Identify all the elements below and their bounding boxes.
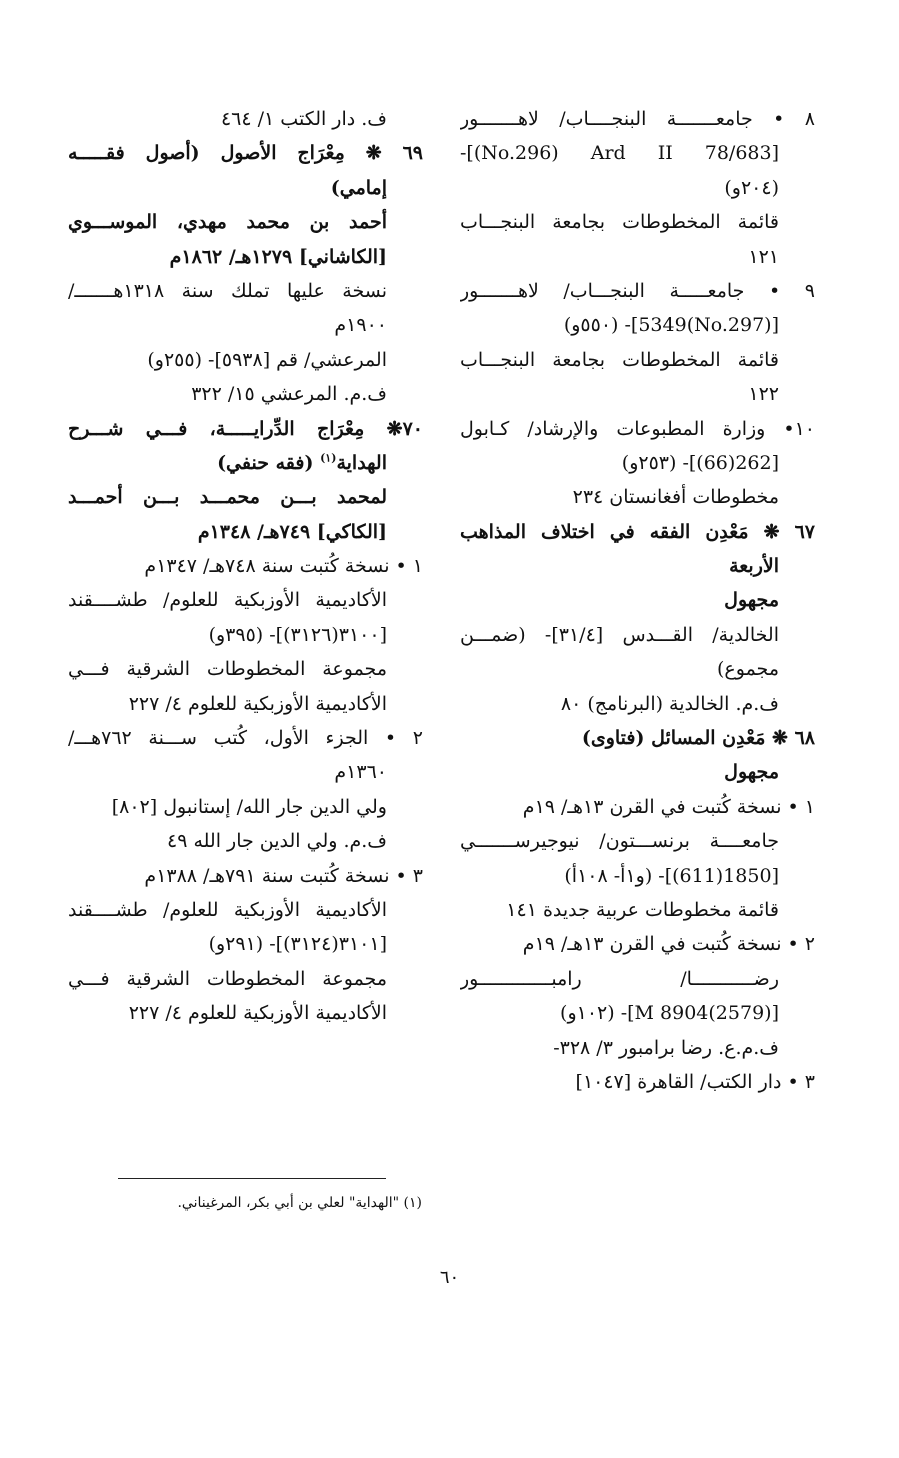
line-text: مجموع) (717, 658, 779, 681)
line-text: جامعــــة برنســـتون/ نيوجيرســـــــي (460, 830, 779, 853)
text-line (68, 893, 423, 927)
line-text: [(No.297)5349]- (٥٥٠و) (563, 314, 779, 337)
line-text: ف.م. الخالدية (البرنامج) ٨٠ (560, 692, 779, 715)
line-text: ف.م. المرعشي ١٥/ ٣٢٢ (191, 383, 387, 406)
line-text: ١٢١ (748, 245, 779, 268)
line-text: ١٣٦٠م (334, 761, 387, 784)
text-line (460, 549, 815, 583)
text-line (68, 343, 423, 377)
text-line (68, 652, 423, 686)
text-line (460, 377, 815, 411)
text-line (68, 171, 423, 205)
line-text: مجهول (724, 589, 779, 612)
text-line (68, 274, 423, 308)
line-text: ١ • نسخة كُتبت في القرن ١٣هـ/ ١٩م (522, 795, 815, 818)
line-text: قائمة المخطوطات بجامعة البنجـــاب (460, 348, 779, 371)
text-line (68, 515, 423, 549)
line-text: ولي الدين جار الله/ إستانبول [٨٠٢] (111, 795, 387, 818)
line-text: ١٢٢ (748, 383, 779, 406)
page-number: ٦٠ (439, 1267, 460, 1288)
line-text: [الكاكي] ٧٤٩هـ/ ١٣٤٨م (197, 520, 387, 543)
text-line (460, 721, 815, 755)
text-line (460, 618, 815, 652)
line-text: مجهول (724, 761, 779, 784)
text-line (460, 583, 815, 617)
text-line (68, 205, 423, 239)
text-line (460, 205, 815, 239)
text-line (460, 480, 815, 514)
line-text: الهداية (336, 451, 387, 474)
text-line (68, 583, 423, 617)
line-text: ف. دار الكتب ١/ ٤٦٤ (220, 108, 387, 130)
line-text: الأكاديمية الأوزبكية للعلوم ٤/ ٢٢٧ (128, 692, 387, 715)
line-text: ٣ • دار الكتب/ القاهرة [١٠٤٧] (575, 1070, 815, 1093)
footnote-marker: (١) (320, 451, 337, 465)
line-text: [٣١٠١(٣١٢٤)]- (٢٩١و) (208, 933, 387, 956)
text-line (460, 1031, 815, 1065)
line-text: الأكاديمية الأوزبكية للعلوم/ طشــــقند (68, 589, 387, 612)
line-text: [الكاشاني] ١٢٧٩هـ/ ١٨٦٢م (169, 245, 387, 268)
text-line (460, 171, 815, 205)
line-text: ١٠• وزارة المطبوعات والإرشاد/ كـابول (460, 417, 815, 440)
line-text: [262(66)]- (٢٥٣و) (621, 451, 779, 474)
line-text: (٢٠٤و) (724, 176, 779, 199)
text-line (460, 240, 815, 274)
text-line (460, 893, 815, 927)
line-text: ٦٧ ❋ مَعْدِن الفقه في اختلاف المذاهب (460, 520, 815, 543)
text-line (68, 377, 423, 411)
line-tail: (فقه حنفي) (217, 451, 321, 474)
line-text: مجموعة المخطوطات الشرقية فـــي (68, 658, 387, 681)
text-line (68, 136, 423, 170)
line-text: أحمد بن محمد مهدي، الموســـوي (68, 211, 387, 234)
text-line (460, 1065, 815, 1099)
line-text: رضـــــــــــا/ رامبـــــــــــــور (460, 967, 779, 990)
line-text: [٣١٠٠(٣١٢٦)]- (٣٩٥و) (208, 623, 387, 646)
line-text: ٧٠❋ مِعْرَاج الدِّرايـــــة، فـــي شـــرح (68, 417, 423, 440)
text-line (460, 412, 815, 446)
text-line (68, 687, 423, 721)
text-line (460, 824, 815, 858)
line-text: ٦٩ ❋ مِعْرَاج الأصول (أصول فقـــــه (68, 142, 423, 165)
text-line (460, 136, 815, 170)
text-line (68, 859, 423, 893)
text-line (68, 446, 423, 480)
text-line (460, 859, 815, 893)
text-line (68, 618, 423, 652)
line-text: إمامي) (330, 176, 387, 199)
line-text: مجموعة المخطوطات الشرقية فـــي (68, 967, 387, 990)
text-line (68, 412, 423, 446)
text-line (68, 927, 423, 961)
text-line (460, 308, 815, 342)
line-text: الأكاديمية الأوزبكية للعلوم ٤/ ٢٢٧ (128, 1002, 387, 1025)
left-column (68, 102, 423, 1031)
text-line (68, 996, 423, 1030)
text-line (68, 721, 423, 755)
text-line (68, 480, 423, 514)
text-line (460, 687, 815, 721)
line-text: ٦٨ ❋ مَعْدِن المسائل (فتاوى) (581, 727, 815, 750)
line-text: نسخة عليها تملك سنة ١٣١٨هـــــــ/ (68, 279, 387, 302)
line-text: الخالدية/ القـــدس [٣١/٤]- (ضمـــن (460, 623, 779, 646)
text-line (68, 962, 423, 996)
line-text: ‎-[(No.296) Ard II 78/683] (460, 142, 779, 165)
text-line (460, 446, 815, 480)
line-text: قائمة مخطوطات عربية جديدة ١٤١ (506, 898, 779, 921)
text-line (460, 102, 815, 136)
text-line (460, 755, 815, 789)
text-line (460, 996, 815, 1030)
line-text: ف.م.ع. رضا برامبور ٣/ ٣٢٨- (553, 1036, 779, 1059)
line-text: [1850(611)]- (و١أ- ١٠٨أ) (564, 864, 779, 887)
text-line (460, 343, 815, 377)
text-line (68, 308, 423, 342)
line-text: ٣ • نسخة كُتبت سنة ٧٩١هـ/ ١٣٨٨م (144, 864, 423, 887)
line-text: الأكاديمية الأوزبكية للعلوم/ طشــــقند (68, 898, 387, 921)
line-text: ٢ • نسخة كُتبت في القرن ١٣هـ/ ١٩م (522, 933, 815, 956)
line-text: ٩ • جامعـــــة البنجـــاب/ لاهـــــــور (460, 279, 815, 302)
line-text: قائمة المخطوطات بجامعة البنجـــاب (460, 211, 779, 234)
line-text: [M 8904(2579)]- (١٠٢و) (560, 1002, 779, 1025)
text-line (68, 755, 423, 789)
text-line (68, 824, 423, 858)
text-line (460, 962, 815, 996)
text-line (68, 790, 423, 824)
text-line (460, 652, 815, 686)
text-line (68, 549, 423, 583)
line-text: لمحمد بـــن محمـــد بـــن أحمـــد (68, 486, 387, 509)
line-text: ٨ • جامعـــــــة البنجــــاب/ لاهـــــــور (460, 108, 815, 130)
line-text: ١٩٠٠م (334, 314, 387, 337)
text-line (460, 515, 815, 549)
right-column (460, 102, 815, 1099)
line-text: ١ • نسخة كُتبت سنة ٧٤٨هـ/ ١٣٤٧م (144, 555, 423, 578)
line-text: المرعشي/ قم [٥٩٣٨]- (٢٥٥و) (147, 348, 387, 371)
footnote: (١) "الهداية" لعلي بن أبي بكر، المرغيناني. (177, 1195, 422, 1211)
text-line (68, 240, 423, 274)
line-text: مخطوطات أفغانستان ٢٣٤ (572, 486, 779, 509)
line-text: ف.م. ولي الدين جار الله ٤٩ (166, 830, 387, 853)
text-line (460, 790, 815, 824)
text-line (460, 927, 815, 961)
footnote-separator (118, 1178, 386, 1179)
text-line (460, 274, 815, 308)
line-text: الأربعة (729, 555, 779, 578)
text-line (68, 102, 423, 136)
line-text: ٢ • الجزء الأول، كُتب ســـنة ٧٦٢هـــ/ (68, 727, 423, 750)
